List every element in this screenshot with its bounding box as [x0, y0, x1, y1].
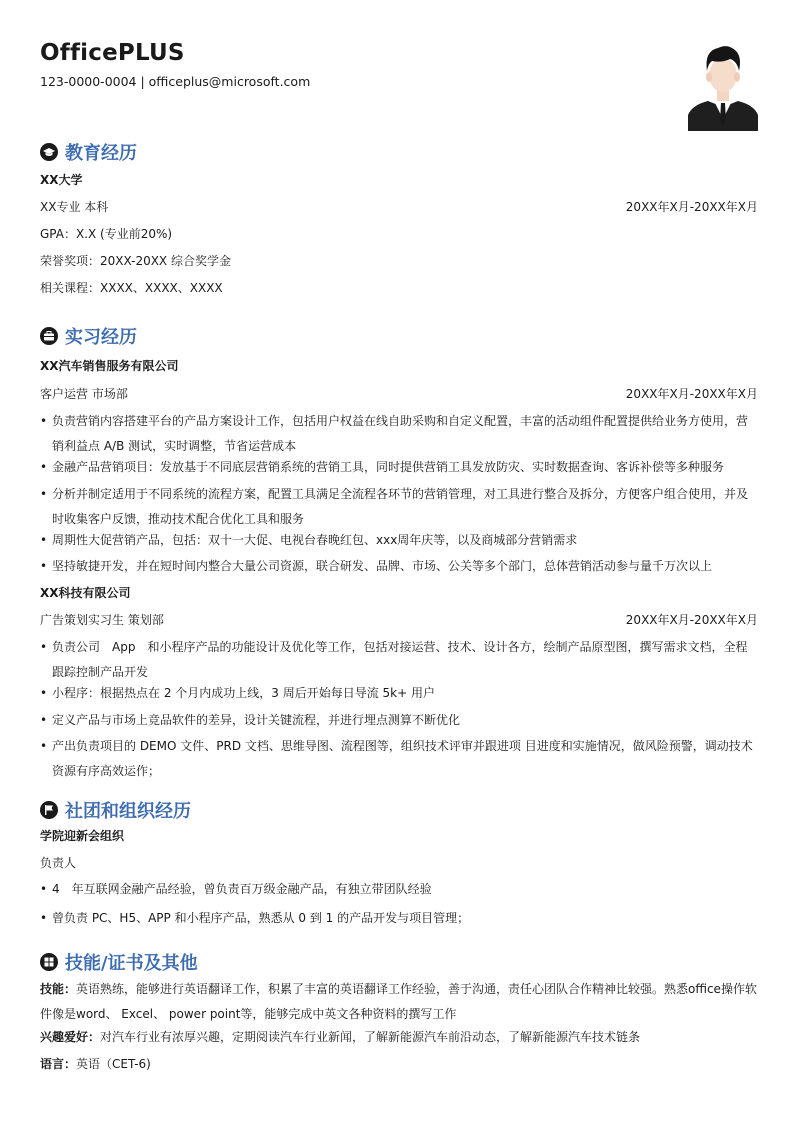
interests-text: 对汽车行业有浓厚兴趣，定期阅读汽车行业新闻，了解新能源汽车前沿动态，了解新能源汽车技术链条	[100, 1030, 641, 1044]
company-name-1: XX汽车销售服务有限公司	[40, 359, 179, 373]
section-club	[40, 797, 191, 823]
flag-icon	[40, 801, 58, 819]
list-item: • 产出负责项目的 DEMO 文件、PRD 文档、思维导图、流程图等，组织技术评审并跟进项 目进度和实施情况，做风险预警，调动技术资源有序高效运作；	[40, 734, 758, 784]
list-item: • 负责公司 App 和小程序产品的功能设计及优化等工作，包括对接运营、技术、设计各方，绘制产品原型图，撰写需求文档，全程跟踪控制产品开发	[40, 635, 758, 685]
list-item: • 小程序：根据热点在 2 个月内成功上线，3 周后开始每日导流 5k+ 用户	[40, 681, 758, 706]
interests-label: 兴趣爱好：	[40, 1030, 101, 1044]
graduation-cap-icon	[40, 143, 58, 161]
list-item: • 负责营销内容搭建平台的产品方案设计工作，包括用户权益在线自助采购和自定义配置，丰富的活动组件配置提供给业务方使用，营销利益点 A/B 测试，实时调整，节省运营成本	[40, 409, 758, 459]
list-item: • 坚持敏捷开发，并在短时间内整合大量公司资源，联合研发、品牌、市场、公关等多个部门，总体营销活动参与量千万次以上	[40, 554, 758, 579]
section-internship-title: 实习经历	[65, 327, 137, 348]
section-club-title: 社团和组织经历	[65, 801, 191, 822]
language-label: 语言：	[40, 1057, 77, 1071]
education-major: XX专业 本科	[40, 200, 109, 214]
section-skills	[40, 949, 198, 975]
interests-paragraph	[40, 1025, 758, 1050]
list-item: • 金融产品营销项目：发放基于不同底层营销系统的营销工具，同时提供营销工具发放防灾、实时数据查询、客诉补偿等多种服务	[40, 455, 758, 480]
job-role-1: 客户运营 市场部	[40, 387, 128, 401]
list-item: • 分析并制定适用于不同系统的流程方案，配置工具满足全流程各环节的营销管理，对工具进行整合及拆分，方便客户组合使用，并及时收集客户反馈，推动技术配合优化工具和服务	[40, 482, 758, 532]
list-item: • 曾负责 PC、H5、APP 和小程序产品，熟悉从 0 到 1 的产品开发与项目管理；	[40, 906, 758, 931]
section-skills-title: 技能/证书及其他	[65, 953, 198, 974]
org-role: 负责人	[40, 856, 77, 870]
section-education	[40, 139, 137, 165]
resume-name: OfficePLUS	[40, 40, 185, 66]
section-education-title: 教育经历	[65, 143, 137, 164]
language-text: 英语（CET-6)	[76, 1057, 151, 1071]
education-gpa: GPA：X.X (专业前20%)	[40, 227, 173, 241]
briefcase-icon	[40, 327, 58, 345]
skills-text: 英语熟练，能够进行英语翻译工作，积累了丰富的英语翻译工作经验，善于沟通，责任心团队合作精神比较强。熟悉office操作软件像是word、 Excel、 power point等，能够完成中英文各种资料的撰写工作	[40, 982, 757, 1021]
language-paragraph	[40, 1052, 758, 1077]
skills-label: 技能：	[40, 982, 77, 996]
job-role-2: 广告策划实习生 策划部	[40, 613, 164, 627]
avatar	[688, 41, 758, 131]
contact-info: 123-0000-0004 | officeplus@microsoft.com	[40, 74, 311, 89]
section-internship	[40, 323, 137, 349]
org-name: 学院迎新会组织	[40, 829, 125, 843]
job-date-2: 20XX年X月-20XX年X月	[625, 613, 758, 627]
education-date: 20XX年X月-20XX年X月	[625, 200, 758, 214]
education-courses: 相关课程：XXXX、XXXX、XXXX	[40, 281, 223, 295]
avatar-portrait-icon	[688, 41, 758, 131]
grid-apps-icon	[40, 953, 58, 971]
school-name: XX大学	[40, 173, 83, 187]
list-item: • 4 年互联网金融产品经验，曾负责百万级金融产品，有独立带团队经验	[40, 877, 758, 902]
list-item: • 周期性大促营销产品，包括：双十一大促、电视台春晚红包、xxx周年庆等，以及商城部分营销需求	[40, 528, 758, 553]
company-name-2: XX科技有限公司	[40, 586, 131, 600]
education-honor: 荣誉奖项：20XX-20XX 综合奖学金	[40, 254, 231, 268]
job-date-1: 20XX年X月-20XX年X月	[625, 387, 758, 401]
list-item: • 定义产品与市场上竞品软件的差异，设计关键流程，并进行埋点测算不断优化	[40, 708, 758, 733]
skills-paragraph	[40, 977, 758, 1027]
